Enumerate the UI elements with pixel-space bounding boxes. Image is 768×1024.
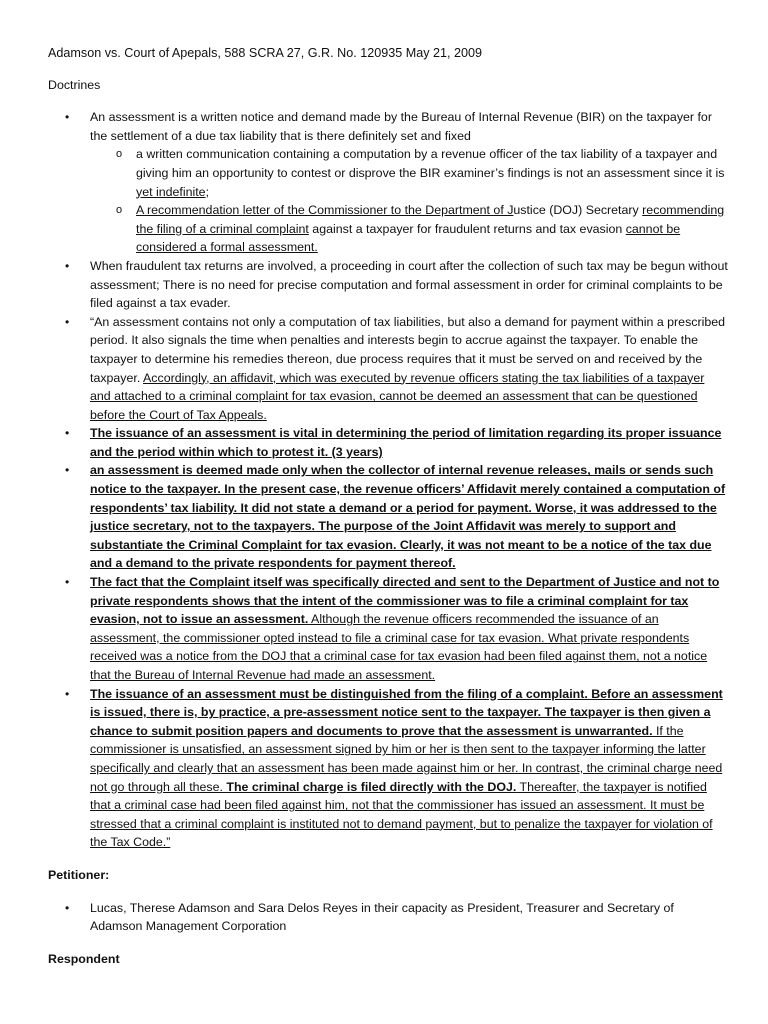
doctrine-1-sublist (90, 145, 728, 257)
sub-2-text-1: ustice (DOJ) Secretary (513, 203, 643, 218)
doctrine-6-text: Although the revenue officers recommended the issuance of an assessment, the commissioner opted instead to file a criminal case for tax evasion. What private respondents received was a notice from the DOJ that a criminal case for tax evasion had been filed against them, not a notice that the Bureau of Internal Revenue had made an assessment. (90, 612, 708, 682)
sub-bullet: o (116, 148, 123, 161)
doctrine-2-text: When fraudulent tax returns are involved, a proceeding in court after the collection of such tax may be begun without assessment; There is no need for precise computation and formal assessment in order for criminal complaints to be filed against a tax evader. (90, 258, 728, 311)
doctrine-1 (48, 108, 728, 257)
respondent-heading: Respondent (48, 951, 120, 966)
bullet: • (65, 426, 70, 441)
bullet: • (65, 686, 70, 701)
doctrine-1-sub-1 (90, 145, 728, 201)
doctrine-2 (48, 257, 728, 313)
sub-2-underlined-3: cannot be considered a formal assessment. (136, 221, 681, 255)
sub-1-underlined: yet indefinite (136, 184, 206, 199)
bullet: • (65, 110, 70, 125)
sub-1-end: ; (205, 184, 210, 199)
sub-2-underlined-1: A recommendation letter of the Commissioner to the Department of J (136, 203, 514, 218)
bullet: • (65, 575, 70, 590)
bullet: • (65, 463, 70, 478)
petitioner-item (48, 899, 728, 936)
doctrine-1-text: An assessment is a written notice and demand made by the Bureau of Internal Revenue (BIR) on the taxpayer for the settlement of a due tax liability that is there definitely set and fixed (90, 110, 712, 143)
sub-2-text-2: against a taxpayer for fraudulent returns and tax evasion (308, 221, 626, 236)
petitioner-list (48, 899, 728, 936)
doctrine-3 (48, 313, 728, 425)
sub-1-text: a written communication containing a computation by a revenue officer of the tax liability of a taxpayer and giving him an opportunity to contest or disprove the BIR examiner’s findings is not an assessment since it is (136, 147, 725, 180)
bullet: • (65, 900, 70, 915)
doctrine-7-text-1: If the commissioner is unsatisfied, an assessment signed by him or her is then sent to the taxpayer informing the latter specifically and clearly that an assessment has been made against him or her. In contrast, the criminal charge need not go through all these. (90, 723, 723, 794)
doctrine-7-text-2: Thereafter, the taxpayer is notified that a criminal case had been filed against him, not that the commissioner has issued an assessment. It must be stressed that a criminal complaint is instituted not to demand payment, but to penalize the taxpayer for violation of the Tax Code.” (90, 779, 713, 850)
bullet: • (65, 314, 70, 329)
doctrine-7 (48, 685, 728, 852)
sub-2-underlined-2: recommending the filing of a criminal complaint (136, 203, 725, 236)
petitioner-text: Lucas, Therese Adamson and Sara Delos Reyes in their capacity as President, Treasurer and Secretary of Adamson Management Corporation (90, 900, 674, 934)
doctrines-list (48, 108, 728, 852)
doctrine-4 (48, 424, 728, 461)
doctrine-3-text: “An assessment contains not only a computation of tax liabilities, but also a demand for payment within a prescribed period. It also signals the time when penalties and interests begin to accrue against the taxpayer. To enable the taxpayer to determine his remedies thereon, due process requires that it must be served on and received by the taxpayer. (90, 314, 726, 385)
doctrine-6 (48, 573, 728, 685)
sub-bullet: o (116, 204, 123, 217)
doctrine-7-bold-1: The issuance of an assessment must be distinguished from the filing of a complaint. Before an assessment is issued, there is, by practice, a pre-assessment notice sent to the taxpayer. The taxpayer is then given a chance to submit position papers and documents to prove that the assessment is unwarranted. (90, 686, 723, 738)
doctrines-heading: Doctrines (48, 77, 101, 92)
bullet: • (65, 258, 70, 273)
petitioner-heading: Petitioner: (48, 867, 110, 882)
doctrine-4-text: The issuance of an assessment is vital in determining the period of limitation regarding its proper issuance and the period within which to protest it. (3 years) (90, 426, 722, 459)
case-title: Adamson vs. Court of Apepals, 588 SCRA 27, G.R. No. 120935 May 21, 2009 (48, 46, 483, 60)
doctrine-5-text: an assessment is deemed made only when the collector of internal revenue releases, mails or sends such notice to the taxpayer. In the present case, the revenue officers’ Affidavit merely contained a computation of respondents’ tax liability. It did not state a demand or a period for payment. Worse, it was addressed to the justice secretary, not to the taxpayers. The purpose of the Joint Affidavit was merely to support and substantiate the Criminal Complaint for tax evasion. Clearly, it was not meant to be a notice of the tax due and a demand to the private respondents for payment thereof. (90, 463, 726, 571)
doctrine-1-sub-2 (90, 201, 728, 257)
doctrine-3-underlined: Accordingly, an affidavit, which was executed by revenue officers stating the tax liabilities of a taxpayer and attached to a criminal complaint for tax evasion, cannot be deemed an assessment that can be questioned before the Court of Tax Appeals. (90, 370, 705, 422)
doctrine-7-bold-2: The criminal charge is filed directly with the DOJ. (226, 779, 517, 794)
doctrine-5 (48, 461, 728, 573)
doctrine-6-bold: The fact that the Complaint itself was specifically directed and sent to the Department of Justice and not to private respondents shows that the intent of the commissioner was to file a criminal complaint for tax evasion, not to issue an assessment. (90, 575, 720, 627)
